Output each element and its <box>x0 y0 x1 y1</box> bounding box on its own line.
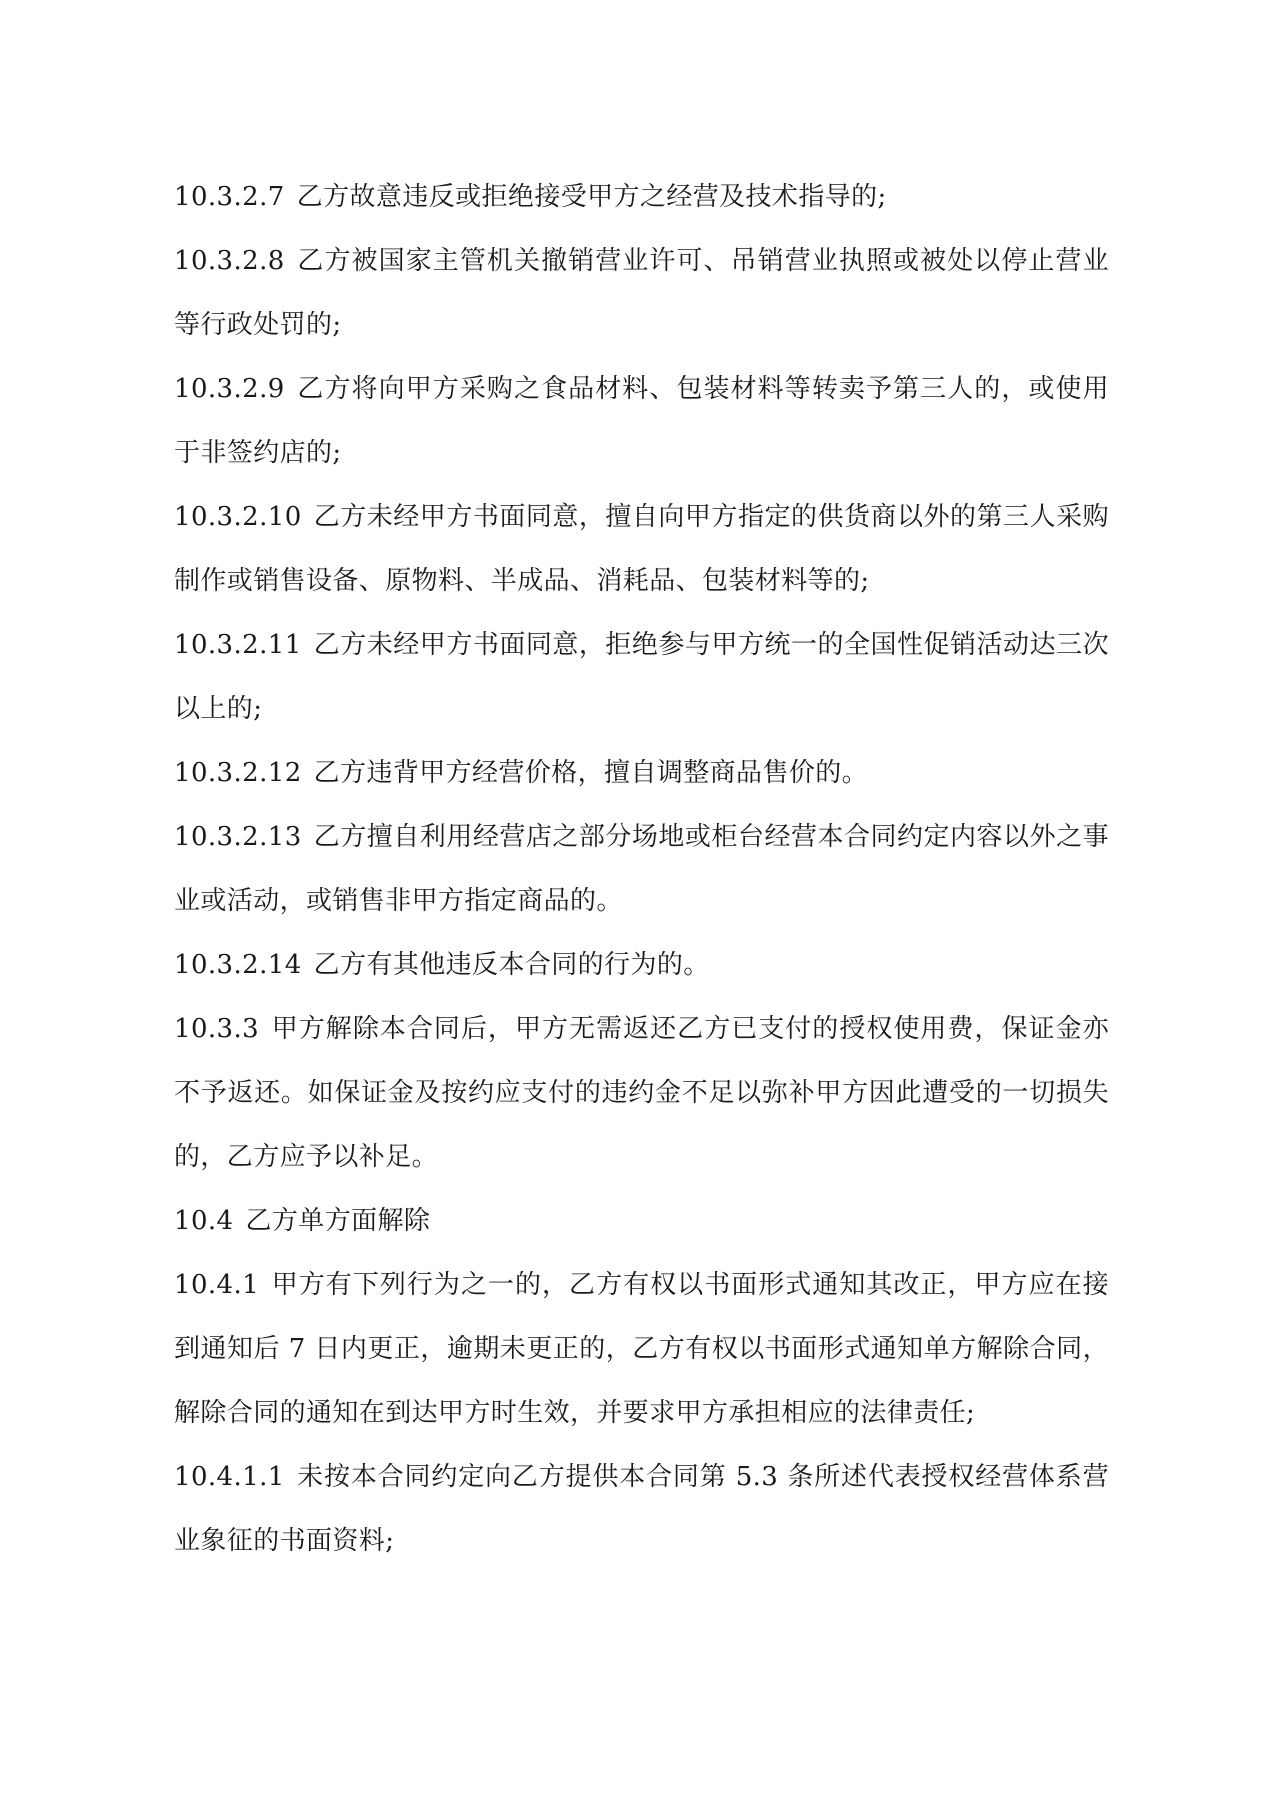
clause-10-3-2-11 <box>174 613 1109 741</box>
clause-text: 乙方将向甲方采购之食品材料、包装材料等转卖予第三人的，或使用于非签约店的; <box>174 374 1109 468</box>
clause-number: 10.3.2.11 <box>174 630 302 660</box>
clause-number: 10.3.2.9 <box>174 374 285 404</box>
clause-text: 甲方有下列行为之一的，乙方有权以书面形式通知其改正，甲方应在接到通知后 7 日内更正，逾期未更正的，乙方有权以书面形式通知单方解除合同，解除合同的通知在到达甲方时生效，并要求甲方承担相应的法律责任; <box>174 1270 1109 1428</box>
clause-text: 乙方故意违反或拒绝接受甲方之经营及技术指导的; <box>296 182 887 212</box>
clause-10-3-2-9 <box>174 357 1109 485</box>
clause-10-3-2-13 <box>174 805 1109 933</box>
clause-number: 10.3.2.10 <box>174 502 302 532</box>
clause-number: 10.3.2.12 <box>174 758 302 788</box>
clause-10-4 <box>174 1189 1109 1253</box>
clause-text: 未按本合同约定向乙方提供本合同第 5.3 条所述代表授权经营体系营业象征的书面资料; <box>174 1462 1109 1556</box>
clause-10-4-1-1 <box>174 1445 1109 1573</box>
clause-10-3-2-12 <box>174 741 1109 805</box>
clause-10-4-1 <box>174 1253 1109 1445</box>
clause-number: 10.3.2.13 <box>174 822 302 852</box>
clause-10-3-2-10 <box>174 485 1109 613</box>
clause-text: 乙方未经甲方书面同意，擅自向甲方指定的供货商以外的第三人采购制作或销售设备、原物料、半成品、消耗品、包装材料等的; <box>174 502 1109 596</box>
clause-number: 10.3.2.7 <box>174 182 285 212</box>
clause-number: 10.3.2.14 <box>174 950 302 980</box>
clause-text: 乙方违背甲方经营价格，擅自调整商品售价的。 <box>313 758 869 788</box>
document-body <box>174 165 1109 1573</box>
clause-10-3-2-7 <box>174 165 1109 229</box>
clause-number: 10.4.1.1 <box>174 1462 285 1492</box>
clause-text: 乙方未经甲方书面同意，拒绝参与甲方统一的全国性促销活动达三次以上的; <box>174 630 1109 724</box>
clause-text: 乙方有其他违反本合同的行为的。 <box>313 950 710 980</box>
clause-10-3-2-14 <box>174 933 1109 997</box>
clause-number: 10.4.1 <box>174 1270 260 1300</box>
clause-text: 乙方单方面解除 <box>245 1206 431 1236</box>
clause-10-3-2-8 <box>174 229 1109 357</box>
clause-text: 甲方解除本合同后，甲方无需返还乙方已支付的授权使用费，保证金亦不予返还。如保证金及按约应支付的违约金不足以弥补甲方因此遭受的一切损失的，乙方应予以补足。 <box>174 1014 1109 1172</box>
clause-10-3-3 <box>174 997 1109 1189</box>
clause-number: 10.3.2.8 <box>174 246 285 276</box>
clause-text: 乙方擅自利用经营店之部分场地或柜台经营本合同约定内容以外之事业或活动，或销售非甲方指定商品的。 <box>174 822 1109 916</box>
clause-number: 10.4 <box>174 1206 234 1236</box>
clause-number: 10.3.3 <box>174 1014 260 1044</box>
clause-text: 乙方被国家主管机关撤销营业许可、吊销营业执照或被处以停止营业等行政处罚的; <box>174 246 1109 340</box>
